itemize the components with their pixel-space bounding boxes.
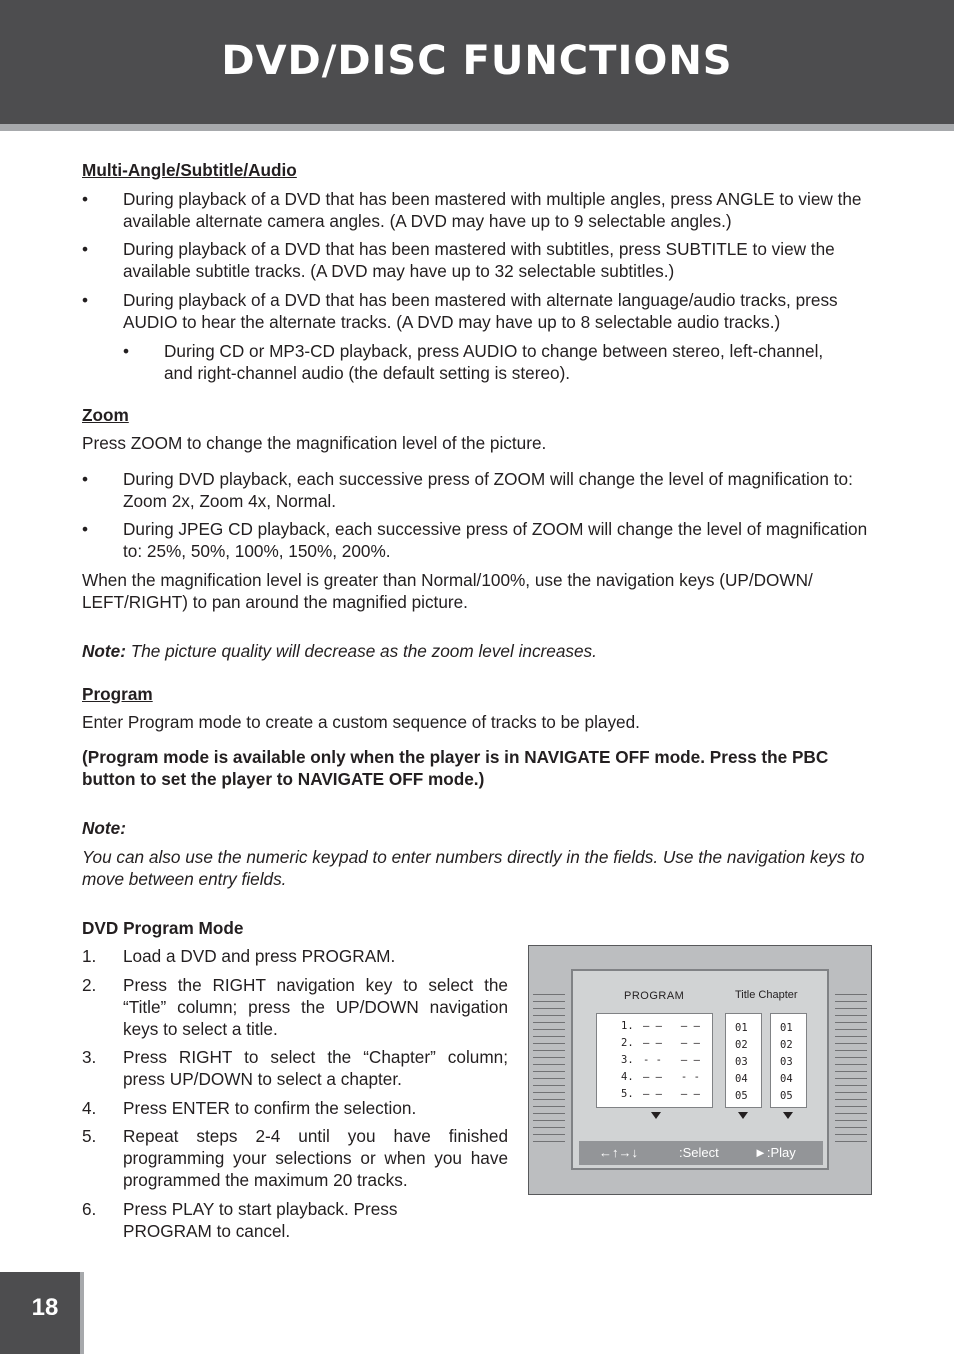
program-menu	[571, 969, 829, 1170]
section-heading-multi-angle: Multi-Angle/Subtitle/Audio	[82, 160, 297, 180]
note-text: The picture quality will decrease as the zoom level increases.	[130, 641, 597, 661]
step-text: Press ENTER to confirm the selection.	[123, 1098, 417, 1118]
step-text: Load a DVD and press PROGRAM.	[123, 946, 396, 966]
program-intro: Enter Program mode to create a custom sequence of tracks to be played.	[82, 712, 640, 732]
step-number: 5.	[82, 1126, 97, 1146]
bullet-mark: •	[82, 189, 89, 209]
slot-dashes: – – – –	[643, 1088, 700, 1100]
title-scroll-down-icon[interactable]	[738, 1112, 748, 1119]
step-number: 3.	[82, 1047, 97, 1067]
chapter-scroll-down-icon[interactable]	[783, 1112, 793, 1119]
bullet-mark: •	[82, 469, 89, 489]
section-heading-zoom: Zoom	[82, 405, 129, 425]
step-text: Press RIGHT to select the “Chapter” column; press UP/DOWN to select a chapter.	[123, 1047, 508, 1089]
step-number: 6.	[82, 1199, 97, 1219]
bullet-text: During CD or MP3-CD playback, press AUDIO to change between stereo, left-channel, and right-channel audio (the default setting is stereo).	[164, 341, 824, 383]
title-value: 04	[735, 1073, 748, 1085]
bullet-text: During playback of a DVD that has been mastered with subtitles, press SUBTITLE to view the available subtitle tracks. (A DVD may have up to 32 selectable subtitles.)	[123, 239, 835, 281]
zoom-note	[82, 640, 872, 662]
program-slot-list[interactable]	[596, 1013, 713, 1108]
title-value: 05	[735, 1090, 748, 1102]
step-number: 2.	[82, 975, 97, 995]
bullet-mark: •	[82, 290, 89, 310]
slot-number: 2.	[621, 1037, 634, 1049]
chapter-value: 02	[780, 1039, 793, 1051]
select-label: :Select	[679, 1145, 719, 1160]
title-column[interactable]	[725, 1013, 762, 1108]
zoom-pan-text: When the magnification level is greater than Normal/100%, use the navigation keys (UP/DOWN/ LEFT/RIGHT) to pan around the magnified picture.	[82, 570, 813, 612]
slot-dashes: – – – –	[643, 1037, 700, 1049]
slot-number: 1.	[621, 1020, 634, 1032]
divider	[597, 1107, 712, 1108]
play-label: ►:Play	[754, 1145, 796, 1160]
step-text: Press the RIGHT navigation key to select the “Title” column; press the UP/DOWN navigation keys to select a title.	[123, 975, 508, 1039]
section-heading-dvd-program-mode: DVD Program Mode	[82, 918, 244, 938]
program-screen-illustration	[528, 945, 872, 1195]
chapter-value: 03	[780, 1056, 793, 1068]
chapter-value: 05	[780, 1090, 793, 1102]
left-speaker-grille	[533, 994, 565, 1144]
slot-dashes: – – - -	[643, 1071, 700, 1083]
slot-dashes: - - – –	[643, 1054, 700, 1066]
bullet-text: During playback of a DVD that has been mastered with multiple angles, press ANGLE to view the available alternate camera angles. (A DVD may have up to 9 selectable angles.)	[123, 189, 862, 231]
bullet-text: During DVD playback, each successive press of ZOOM will change the level of magnification to: Zoom 2x, Zoom 4x, Normal.	[123, 469, 853, 511]
bullet-mark: •	[82, 519, 89, 539]
page-number: 18	[31, 1294, 59, 1321]
program-label: PROGRAM	[624, 990, 685, 1002]
bullet-text: During JPEG CD playback, each successive press of ZOOM will change the level of magnification to: 25%, 50%, 100%, 150%, 200%.	[123, 519, 868, 561]
right-speaker-grille	[835, 994, 867, 1144]
header-stripe	[0, 124, 954, 131]
bullet-text: During playback of a DVD that has been mastered with alternate language/audio tracks, press AUDIO to hear the alternate tracks. (A DVD may have up to 8 selectable audio tracks.)	[123, 290, 838, 332]
zoom-intro: Press ZOOM to change the magnification level of the picture.	[82, 433, 547, 453]
page-title: DVD/DISC FUNCTIONS	[221, 38, 733, 84]
menu-footer-bar	[579, 1141, 823, 1165]
step-text: Press PLAY to start playback. Press PROGRAM to cancel.	[123, 1199, 398, 1241]
program-note-text: You can also use the numeric keypad to enter numbers directly in the fields. Use the navigation keys to move between entry fields.	[82, 847, 865, 889]
step-text: Repeat steps 2-4 until you have finished programming your selections or when you have programmed the maximum 20 tracks.	[123, 1126, 508, 1190]
title-value: 03	[735, 1056, 748, 1068]
step-number: 4.	[82, 1098, 97, 1118]
title-value: 02	[735, 1039, 748, 1051]
title-chapter-label: Title Chapter	[735, 989, 798, 1001]
chapter-value: 01	[780, 1022, 793, 1034]
title-value: 01	[735, 1022, 748, 1034]
bullet-mark: •	[82, 239, 89, 259]
slot-number: 5.	[621, 1088, 634, 1100]
program-note-label: Note:	[82, 818, 126, 838]
slot-number: 4.	[621, 1071, 634, 1083]
navigation-arrows-icon: ←↑→↓	[599, 1145, 638, 1160]
program-warning: (Program mode is available only when the player is in NAVIGATE OFF mode. Press the PBC button to set the player to NAVIGATE OFF mode.)	[82, 747, 829, 789]
bullet-mark: •	[123, 341, 130, 361]
slot-dashes: – – – –	[643, 1020, 700, 1032]
scroll-down-icon[interactable]	[651, 1112, 661, 1119]
step-number: 1.	[82, 946, 97, 966]
note-label: Note:	[82, 641, 126, 661]
chapter-column[interactable]	[770, 1013, 807, 1108]
chapter-value: 04	[780, 1073, 793, 1085]
slot-number: 3.	[621, 1054, 634, 1066]
section-heading-program: Program	[82, 684, 153, 704]
